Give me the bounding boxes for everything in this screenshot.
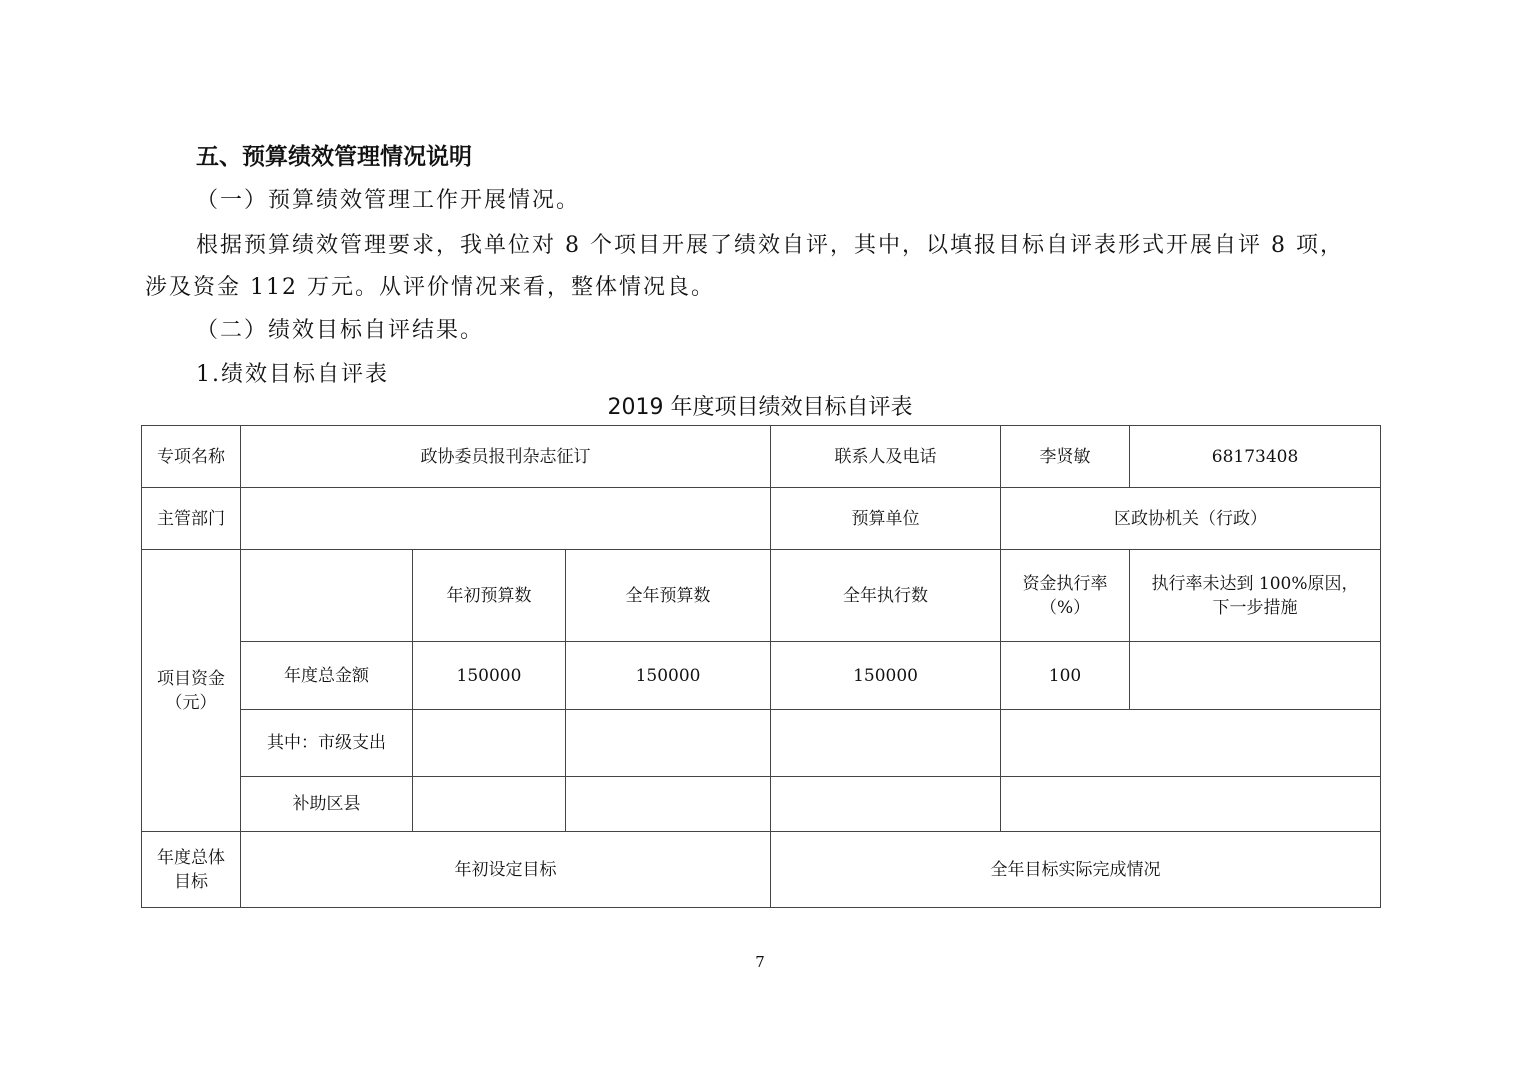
row-city-exec: [771, 710, 1001, 777]
contact-label: 联系人及电话: [771, 426, 1001, 488]
self-eval-table: [141, 425, 1381, 908]
goal-label-line2: 目标: [174, 871, 208, 892]
budget-unit-label: 预算单位: [771, 488, 1001, 550]
row-district-label: 补助区县: [241, 777, 413, 832]
row-total-label: 年度总金额: [241, 642, 413, 710]
col-annual-budget: 全年预算数: [566, 550, 771, 642]
row-district-initial: [413, 777, 566, 832]
row-city-label: 其中：市级支出: [241, 710, 413, 777]
goal-label: [142, 832, 241, 908]
row-total-initial: 150000: [413, 642, 566, 710]
subheading-work-status: （一）预算绩效管理工作开展情况。: [196, 188, 581, 213]
col-reason: [1130, 550, 1381, 642]
goal-actual: 全年目标实际完成情况: [771, 832, 1381, 908]
page-number: 7: [755, 953, 765, 971]
subheading-self-eval-result: （二）绩效目标自评结果。: [196, 318, 485, 343]
item-self-eval-table: 1.绩效目标自评表: [196, 362, 389, 387]
project-name-value: 政协委员报刊杂志征订: [241, 426, 771, 488]
funds-label: [142, 550, 241, 832]
table-title: 2019 年度项目绩效目标自评表: [607, 395, 913, 420]
row-city-initial: [413, 710, 566, 777]
col-initial-budget: 年初预算数: [413, 550, 566, 642]
row-total-reason: [1130, 642, 1381, 710]
paragraph-line-1: 根据预算绩效管理要求，我单位对 8 个项目开展了绩效自评，其中，以填报目标自评表形式开展自评 8 项，: [196, 233, 1344, 258]
paragraph-line-2: 涉及资金 112 万元。从评价情况来看，整体情况良。: [145, 275, 715, 300]
funds-label-line2: （元）: [165, 692, 217, 713]
goal-label-line1: 年度总体: [157, 847, 225, 868]
table-row: [142, 832, 1381, 908]
funds-label-line1: 项目资金: [157, 668, 225, 689]
table-row: [142, 550, 1381, 642]
row-district-exec: [771, 777, 1001, 832]
col-exec-rate: [1001, 550, 1130, 642]
table-row: [142, 710, 1381, 777]
row-city-blank: [1001, 710, 1381, 777]
row-total-rate: 100: [1001, 642, 1130, 710]
col-annual-exec: 全年执行数: [771, 550, 1001, 642]
row-city-annual: [566, 710, 771, 777]
col-exec-rate-line2: （%）: [1039, 597, 1091, 618]
row-district-annual: [566, 777, 771, 832]
row-total-exec: 150000: [771, 642, 1001, 710]
col-exec-rate-line1: 资金执行率: [1022, 573, 1108, 594]
table-row: [142, 426, 1381, 488]
row-district-blank: [1001, 777, 1381, 832]
header-blank-cell: [241, 550, 413, 642]
project-name-label: 专项名称: [142, 426, 241, 488]
goal-initial: 年初设定目标: [241, 832, 771, 908]
contact-name: 李贤敏: [1001, 426, 1130, 488]
row-total-annual: 150000: [566, 642, 771, 710]
section-heading: 五、预算绩效管理情况说明: [196, 144, 472, 170]
dept-label: 主管部门: [142, 488, 241, 550]
table-row: [142, 488, 1381, 550]
col-reason-line1: 执行率未达到 100%原因，: [1151, 573, 1359, 594]
table-row: [142, 777, 1381, 832]
dept-value: [241, 488, 771, 550]
table-row: [142, 642, 1381, 710]
budget-unit-value: 区政协机关（行政）: [1001, 488, 1381, 550]
col-reason-line2: 下一步措施: [1212, 597, 1298, 618]
contact-phone: 68173408: [1130, 426, 1381, 488]
